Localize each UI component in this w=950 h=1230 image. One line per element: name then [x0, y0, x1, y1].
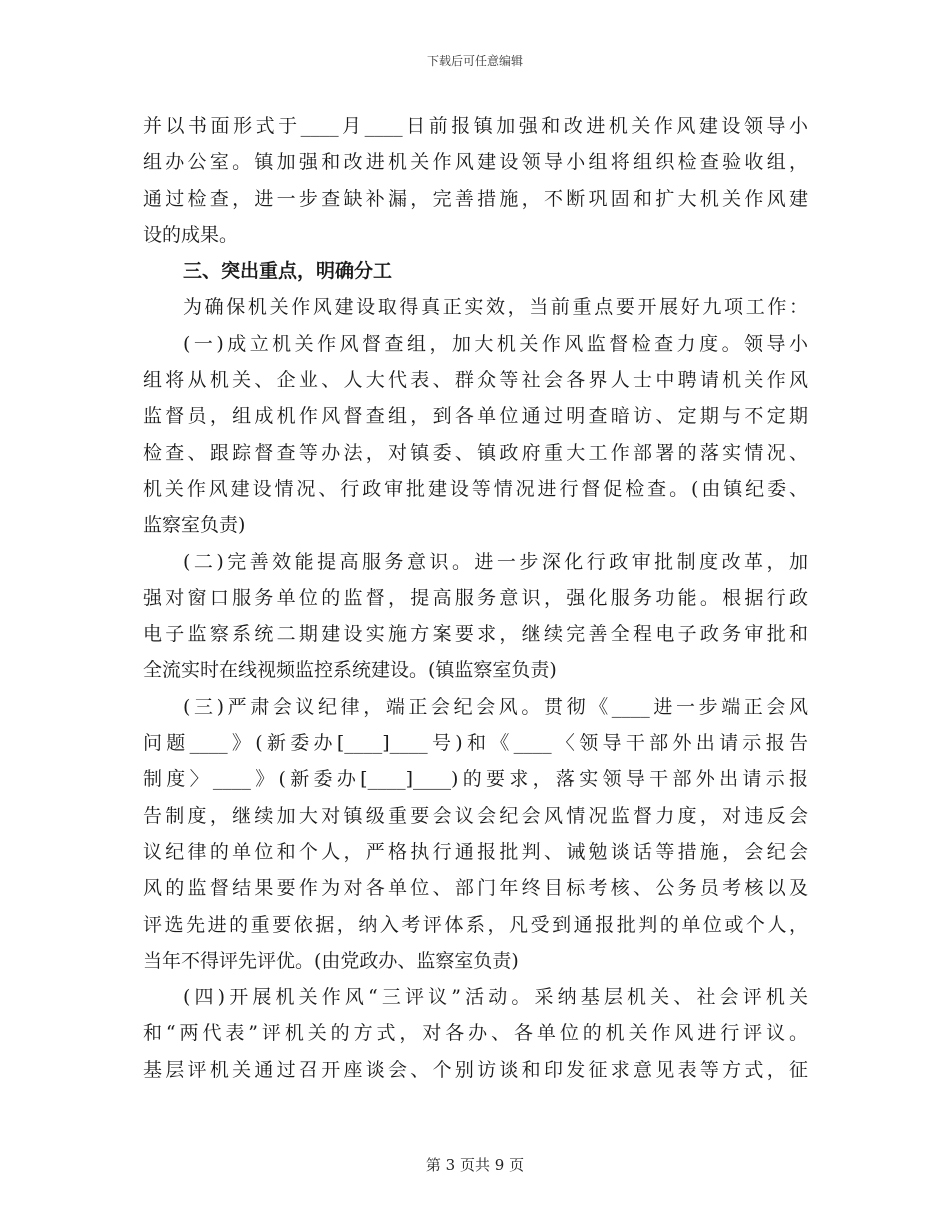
- text-line: 设的成果。: [143, 223, 239, 246]
- text-line: (四)开展机关作风“三评议”活动。采纳基层机关、社会评机关: [183, 986, 808, 1009]
- text-line: 并以书面形式于____月____日前报镇加强和改进机关作风建设领导小: [143, 115, 808, 137]
- text-line: (一)成立机关作风督查组，加大机关作风监督检查力度。领导小: [183, 332, 808, 355]
- text-line: 为确保机关作风建设取得真正实效，当前重点要开展好九项工作：: [183, 296, 808, 319]
- text-line: 制度〉____》(新委办[____]____)的要求，落实领导干部外出请示报: [143, 768, 808, 791]
- text-line: 监察室负责): [143, 514, 246, 537]
- text-line: 机关作风建设情况、行政审批建设等情况进行督促检查。(由镇纪委、: [143, 477, 808, 500]
- page-number: 第 3 页共 9 页: [425, 1156, 525, 1174]
- text-line: 通过检查，进一步查缺补漏，完善措施，不断巩固和扩大机关作风建: [143, 187, 808, 210]
- section-heading: [143, 253, 808, 289]
- text-line: 全流实时在线视频监控系统建设。(镇监察室负责): [143, 659, 557, 682]
- page-header-note: 下载后可任意编辑: [426, 54, 523, 68]
- paragraph: [143, 289, 808, 325]
- text-line: 组办公室。镇加强和改进机关作风建设领导小组将组织检查验收组，: [143, 151, 808, 174]
- paragraph: [143, 544, 808, 689]
- paragraph: [143, 689, 808, 979]
- heading-text: 三、突出重点，明确分工: [183, 260, 393, 283]
- text-line: 强对窗口服务单位的监督，提高服务意识，强化服务功能。根据行政: [143, 586, 808, 609]
- text-line: 议纪律的单位和个人，严格执行通报批判、诫勉谈话等措施，会纪会: [143, 840, 808, 863]
- text-line: 告制度，继续加大对镇级重要会议会纪会风情况监督力度，对违反会: [143, 804, 808, 827]
- text-line: 基层评机关通过召开座谈会、个别访谈和印发征求意见表等方式，征: [143, 1058, 808, 1081]
- text-line: 组将从机关、企业、人大代表、群众等社会各界人士中聘请机关作风: [143, 369, 808, 392]
- text-line: 电子监察系统二期建设实施方案要求，继续完善全程电子政务审批和: [143, 623, 808, 646]
- text-line: 问题____》(新委办[____]____号)和《____〈领导干部外出请示报告: [143, 732, 808, 755]
- text-line: 检查、跟踪督查等办法，对镇委、镇政府重大工作部署的落实情况、: [143, 441, 808, 464]
- text-line: 风的监督结果要作为对各单位、部门年终目标考核、公务员考核以及: [143, 877, 808, 900]
- text-line: 当年不得评先评优。(由党政办、监察室负责): [143, 949, 519, 972]
- text-line: 监督员，组成机作风督查组，到各单位通过明查暗访、定期与不定期: [143, 405, 808, 428]
- text-line: (三)严肃会议纪律，端正会纪会风。贯彻《____进一步端正会风: [183, 695, 808, 718]
- text-line: 和“两代表”评机关的方式，对各办、各单位的机关作风进行评议。: [143, 1022, 808, 1045]
- paragraph: [143, 108, 808, 253]
- text-line: 评选先进的重要依据，纳入考评体系，凡受到通报批判的单位或个人，: [143, 913, 808, 936]
- paragraph: [143, 326, 808, 544]
- paragraph: [143, 979, 808, 1088]
- text-line: (二)完善效能提高服务意识。进一步深化行政审批制度改革，加: [183, 550, 808, 573]
- document-body: [143, 108, 808, 1088]
